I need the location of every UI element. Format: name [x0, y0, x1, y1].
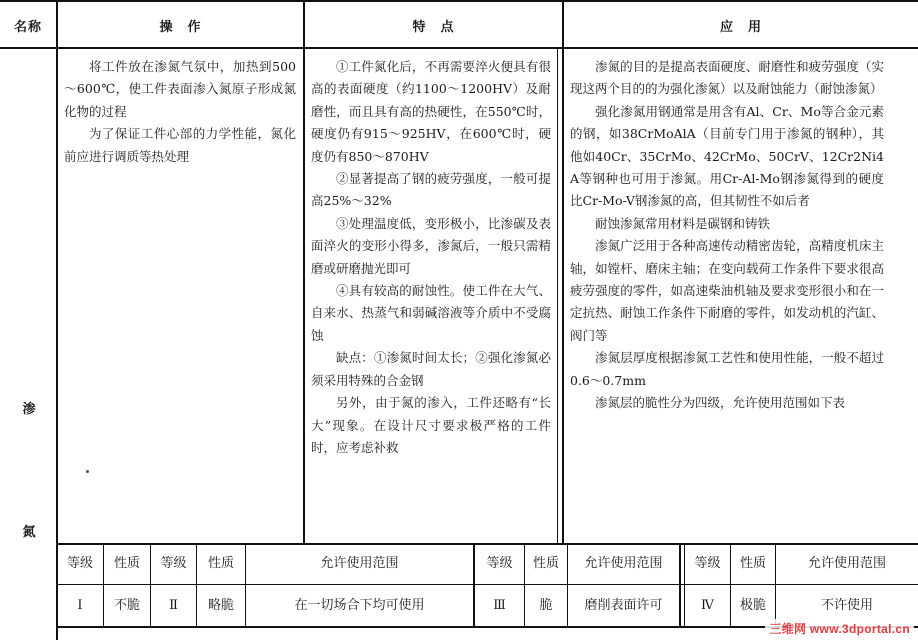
grade-header-grade: 等级: [160, 556, 187, 571]
grade-value: Ⅲ: [493, 598, 506, 613]
feature-paragraph: ④具有较高的耐蚀性。使工件在大气、自来水、热蒸气和弱碱溶液等介质中不受腐蚀: [311, 283, 551, 343]
grade-value: Ⅱ: [169, 598, 178, 613]
features-column-divider: [562, 0, 564, 543]
row-name-char-2: 氮: [22, 525, 36, 540]
feature-paragraph: ①工件氮化后，不再需要淬火便具有很高的表面硬度（约1100～1200HV）及耐磨性，而且具有高的热硬性，在550℃时，硬度仍有915～925HV，在600℃时，硬度仍有850～870HV: [311, 59, 551, 164]
grade-header-property: 性质: [739, 556, 766, 571]
application-paragraph: 渗氮层的脆性分为四级，允许使用范围如下表: [595, 395, 846, 411]
operation-paragraph: 为了保证工件心部的力学性能，氮化前应进行调质等热处理: [64, 126, 296, 164]
header-features: 特 点: [412, 20, 455, 35]
grade-divider-8: [679, 543, 681, 626]
grade-value: Ⅰ: [77, 598, 83, 613]
feature-paragraph: 另外，由于氮的渗入，工件还略有“长大”现象。在设计尺寸要求极严格的工件时，应考虑补救: [311, 395, 551, 455]
grade-header-range: 允许使用范围: [584, 556, 663, 571]
header-operation: 操 作: [159, 20, 202, 35]
grade-header-bottom-rule: [56, 584, 918, 585]
property-value: 极脆: [739, 598, 766, 613]
range-value: 在一切场合下均可使用: [294, 598, 425, 613]
feature-paragraph: ②显著提高了钢的疲劳强度，一般可提高25%～32%: [311, 171, 551, 209]
range-value: 不许使用: [820, 598, 873, 613]
application-text: [570, 56, 884, 415]
operation-paragraph: 将工件放在渗氮气氛中，加热到500～600℃，使工件表面渗入氮原子形成氮化物的过程: [64, 59, 296, 119]
features-inner-divider: [557, 48, 558, 543]
grade-header-property: 性质: [532, 556, 559, 571]
application-paragraph: 渗氮层厚度根据渗氮工艺性和使用性能，一般不超过0.6～0.7mm: [570, 350, 884, 388]
features-text: [311, 56, 551, 459]
operation-column-divider: [303, 0, 305, 543]
scan-speck: [86, 470, 89, 473]
operation-text: [64, 56, 296, 168]
grade-header-property: 性质: [207, 556, 234, 571]
property-value: 略脆: [207, 598, 234, 613]
property-value: 脆: [539, 598, 553, 613]
grade-header-property: 性质: [113, 556, 140, 571]
grade-header-grade: 等级: [486, 556, 513, 571]
application-paragraph: 强化渗氮用钢通常是用含有Al、Cr、Mo等合金元素的钢，如38CrMoAlA（目前专门用于渗氮的钢种），其他如40Cr、35CrMo、42CrMo、50CrV、12Cr2Ni4A等钢种也可用于渗氮。用Cr-Al-Mo钢渗氮得到的硬度比Cr-Mo-V钢渗氮的高，但其韧性不如后者: [570, 103, 884, 209]
grade-header-range: 允许使用范围: [320, 556, 399, 571]
grade-header-range: 允许使用范围: [807, 556, 886, 571]
application-paragraph: 渗氮广泛用于各种高速传动精密齿轮，高精度机床主轴，如镗杆、磨床主轴；在变向载荷工作条件下要求很高疲劳强度的零件，如高速柴油机轴及要求变形很小和在一定抗热、耐蚀工作条件下耐磨的零件，如发动机的汽缸、阀门等: [570, 238, 884, 343]
range-value: 磨削表面许可: [584, 598, 663, 613]
row-name-char-1: 渗: [22, 402, 36, 417]
feature-paragraph: 缺点：①渗氮时间太长；②强化渗氮必须采用特殊的合金钢: [311, 350, 551, 388]
header-application: 应 用: [719, 20, 762, 35]
application-paragraph: 渗氮的目的是提高表面硬度、耐磨性和疲劳强度（实现这两个目的的为强化渗氮）以及耐蚀能力（耐蚀渗氮）: [570, 59, 884, 97]
grade-table-top-rule: [56, 543, 918, 545]
grade-value: Ⅳ: [701, 598, 714, 613]
header-name: 名称: [13, 20, 42, 35]
header-bottom-rule: [0, 47, 918, 49]
site-watermark: 三维网 www.3dportal.cn: [765, 619, 914, 638]
top-rule: [0, 0, 918, 2]
feature-paragraph: ③处理温度低，变形极小，比渗碳及表面淬火的变形小得多，渗氮后，一般只需精磨或研磨抛光即可: [311, 215, 551, 276]
property-value: 不脆: [113, 598, 140, 613]
name-column-divider: [56, 0, 58, 640]
grade-header-grade: 等级: [66, 556, 93, 571]
application-paragraph: 耐蚀渗氮常用材料是碳钢和铸铁: [595, 215, 771, 231]
grade-header-grade: 等级: [694, 556, 721, 571]
